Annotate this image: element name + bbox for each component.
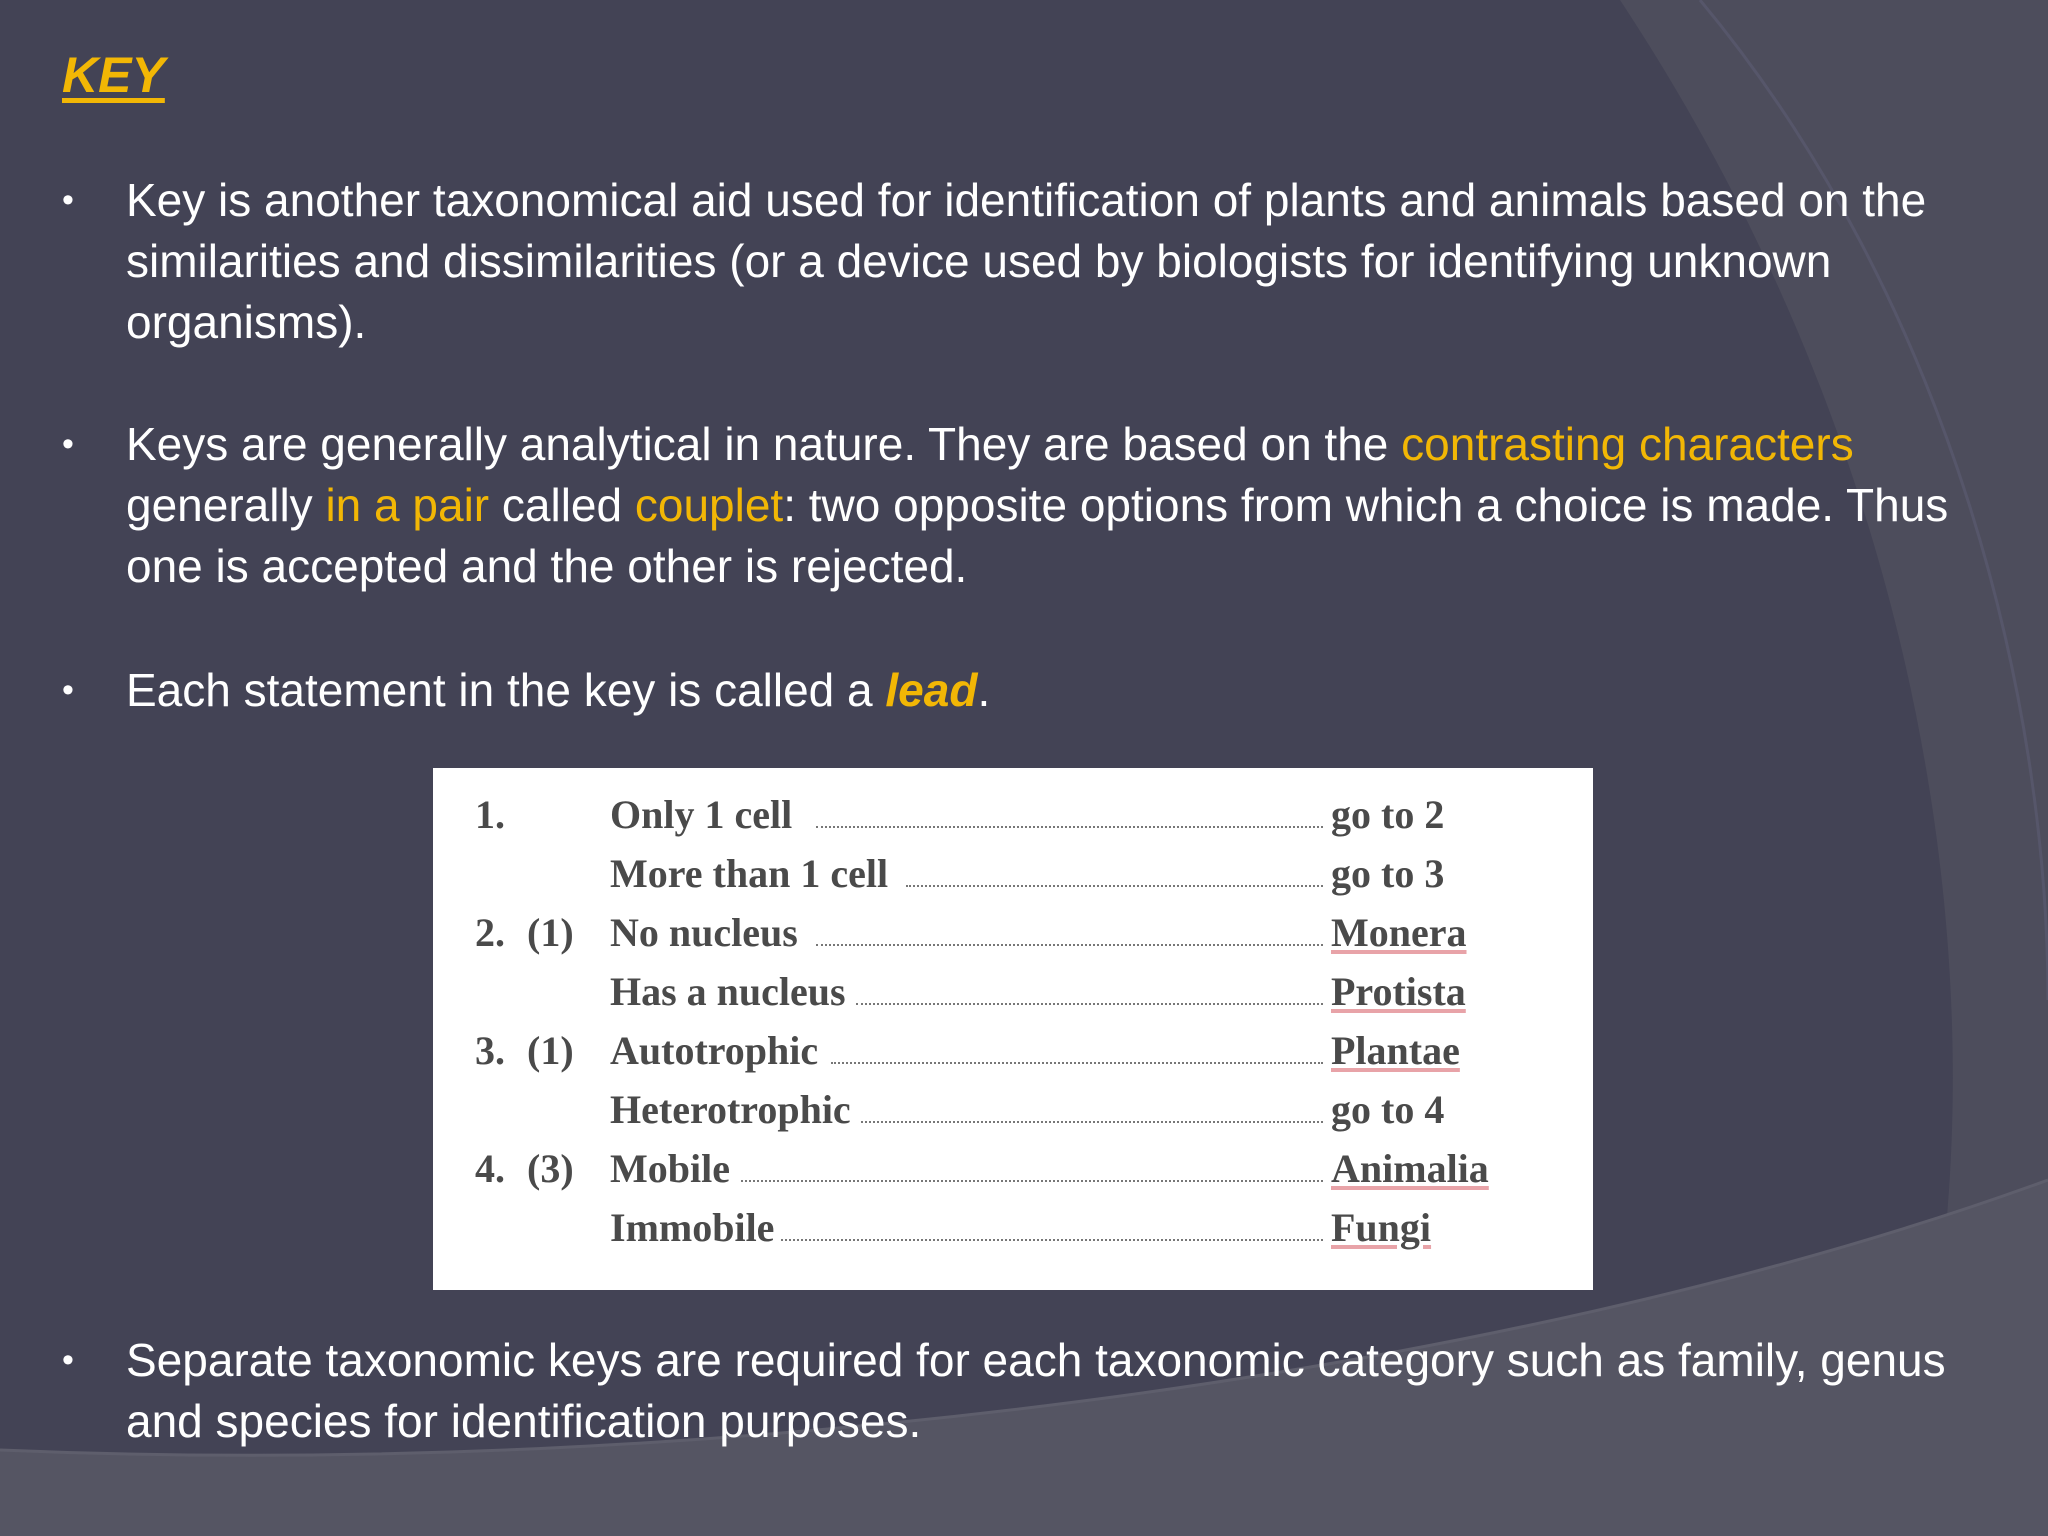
key-lead-statement: More than 1 cell xyxy=(610,851,889,896)
key-lead-statement: Autotrophic xyxy=(610,1028,819,1073)
leader-dots xyxy=(781,1239,1323,1241)
key-lead-statement: Immobile xyxy=(610,1205,775,1250)
key-row xyxy=(433,904,1593,962)
key-result-kingdom: Fungi xyxy=(1331,1205,1432,1250)
text-segment: Keys are generally analytical in nature. They are based on the xyxy=(126,418,1402,470)
bullet-text xyxy=(126,170,1956,353)
highlight-in-a-pair: in a pair xyxy=(325,479,490,531)
text-segment: called xyxy=(489,479,635,531)
leader-dots xyxy=(906,885,1323,887)
bullet-dot-icon: • xyxy=(62,1341,74,1379)
key-row-number: 3. xyxy=(475,1028,505,1073)
key-row xyxy=(433,845,1593,903)
bullet-dot-icon: • xyxy=(62,425,74,463)
key-result-goto: go to 4 xyxy=(1331,1087,1445,1132)
leader-dots xyxy=(816,944,1323,946)
key-result-kingdom: Plantae xyxy=(1331,1028,1460,1073)
text-segment: . xyxy=(977,664,991,716)
key-result-goto: go to 2 xyxy=(1331,792,1445,837)
text-segment: Separate taxonomic keys are required for each taxonomic category such as family, genus and species for identification purposes. xyxy=(126,1334,1946,1447)
key-lead-statement: Has a nucleus xyxy=(610,969,846,1014)
key-lead-statement: No nucleus xyxy=(610,910,798,955)
key-lead-statement: Only 1 cell xyxy=(610,792,793,837)
key-row-reference: (1) xyxy=(527,1028,574,1073)
key-row xyxy=(433,786,1593,844)
key-row xyxy=(433,1140,1593,1198)
bullet-text xyxy=(126,1330,1956,1452)
bullet-dot-icon: • xyxy=(62,181,74,219)
bullet-dot-icon: • xyxy=(62,671,74,709)
text-segment: : two opposite options from which a choice is made. Thus one is accepted and the other is rejected. xyxy=(126,479,1949,592)
key-row-number: 1. xyxy=(475,792,505,837)
text-segment: Key is another taxonomical aid used for identification of plants and animals based on the similarities and dissimilarities (or a device used by biologists for identifying unknown organisms). xyxy=(126,174,1927,348)
leader-dots xyxy=(741,1180,1323,1182)
dichotomous-key-figure xyxy=(433,768,1593,1290)
key-result-kingdom: Protista xyxy=(1331,969,1466,1014)
key-row-reference: (1) xyxy=(527,910,574,955)
highlight-lead: lead xyxy=(885,664,978,716)
text-segment: Each statement in the key is called a xyxy=(126,664,886,716)
key-row-number: 2. xyxy=(475,910,505,955)
slide-title: KEY xyxy=(62,47,165,103)
leader-dots xyxy=(856,1003,1323,1005)
key-result-goto: go to 3 xyxy=(1331,851,1445,896)
key-lead-statement: Mobile xyxy=(610,1146,730,1191)
key-lead-statement: Heterotrophic xyxy=(610,1087,851,1132)
leader-dots xyxy=(816,826,1323,828)
bullet-text xyxy=(126,414,1956,597)
key-row xyxy=(433,963,1593,1021)
key-result-kingdom: Monera xyxy=(1331,910,1467,955)
key-row-number: 4. xyxy=(475,1146,505,1191)
bullet-text xyxy=(126,660,1956,721)
key-row xyxy=(433,1081,1593,1139)
highlight-couplet: couplet xyxy=(634,479,784,531)
key-result-kingdom: Animalia xyxy=(1331,1146,1489,1191)
key-row xyxy=(433,1022,1593,1080)
leader-dots xyxy=(831,1062,1323,1064)
leader-dots xyxy=(861,1121,1323,1123)
key-row xyxy=(433,1199,1593,1257)
key-row-reference: (3) xyxy=(527,1146,574,1191)
text-segment: generally xyxy=(126,479,326,531)
highlight-contrasting-characters: contrasting characters xyxy=(1401,418,1854,470)
